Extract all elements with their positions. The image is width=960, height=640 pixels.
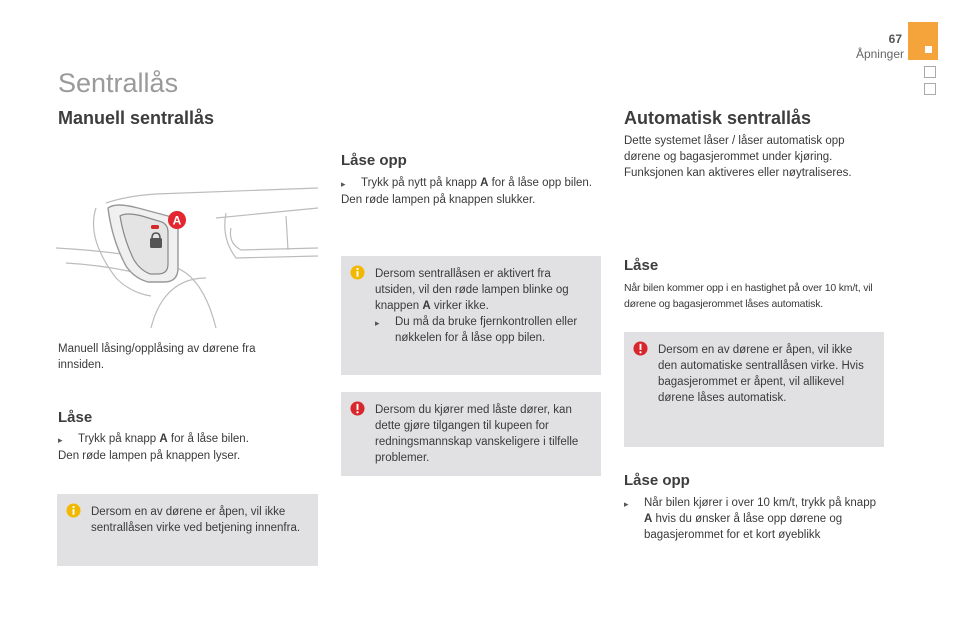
info-box-text: Dersom en av dørene er åpen, vil ikke sentrallåsen virke ved betjening innenfra. <box>91 506 301 534</box>
info-icon <box>66 503 81 518</box>
warning-box-locked-doors <box>341 392 601 476</box>
auto-unlock-step <box>624 495 886 543</box>
unlock-step-text: Trykk på nytt på knapp A for å låse opp bilen. <box>361 177 592 189</box>
manual-lock-heading: Manuell sentrallås <box>58 108 215 128</box>
arrow-bullet-icon: ▸ <box>375 318 380 328</box>
red-lamp-icon <box>151 225 159 229</box>
lock-step-text: Trykk på knapp A for å låse bilen. <box>78 433 249 445</box>
arrow-bullet-icon: ▸ <box>624 499 629 509</box>
info-sub-step: ▸ Du må da bruke fjernkontrollen eller nøkkelen for å låse opp bilen. <box>375 316 578 344</box>
page-title: Sentrallås <box>58 68 179 98</box>
warning-box-text: Dersom du kjører med låste dører, kan dette gjøre tilgangen til kupeen for redningsmannskap vanskeligere i tilfelle problemer. <box>375 404 579 464</box>
auto-lock-section-heading: Låse <box>624 257 659 274</box>
arrow-bullet-icon: ▸ <box>341 179 346 189</box>
auto-lock-text: Når bilen kommer opp i en hastighet på over 10 km/t, vil dørene og bagasjerommet låses automatisk. <box>624 282 873 310</box>
warning-box-open-door <box>624 332 884 447</box>
auto-unlock-step-text: Når bilen kjører i over 10 km/t, trykk på knapp A hvis du ønsker å låse opp dørene og bagasjerommet for et kort øyeblikk <box>644 497 876 541</box>
auto-lock-intro: Dette systemet låser / låser automatisk opp dørene og bagasjerommet under kjøring. Funksjonen kan aktiveres eller nøytraliseres. <box>624 135 852 179</box>
callout-a-label: A <box>172 213 182 228</box>
section-name: Åpninger <box>855 47 904 61</box>
page-number: 67 <box>888 32 902 46</box>
warning-box-text: Dersom en av dørene er åpen, vil ikke den automatiske sentrallåsen virke. Hvis bagasjerommet er åpent, vil allikevel dørene låses automatisk. <box>658 344 864 404</box>
auto-unlock-heading: Låse opp <box>624 472 690 489</box>
manual-lock-caption: Manuell låsing/opplåsing av dørene fra innsiden. <box>58 343 256 371</box>
warning-icon <box>633 341 648 356</box>
chapter-marker-empty <box>924 66 936 78</box>
info-box-remote <box>341 256 601 375</box>
info-icon <box>350 265 365 280</box>
info-box-text: Dersom sentrallåsen er aktivert fra utsiden, vil den røde lampen blinke og knappen A virker ikke. ▸ Du må da bruke fjernkontrollen eller nøkkelen for å låse opp bilen. <box>375 266 589 346</box>
unlock-result: Den røde lampen på knappen slukker. <box>341 194 536 206</box>
auto-lock-heading: Automatisk sentrallås <box>624 108 812 128</box>
chapter-marker-empty <box>924 83 936 95</box>
unlock-heading: Låse opp <box>341 152 407 169</box>
tab-marker <box>925 46 932 53</box>
info-box-manual <box>57 494 318 566</box>
lock-result: Den røde lampen på knappen lyser. <box>58 450 241 462</box>
chapter-tab <box>908 22 938 60</box>
door-lock-illustration <box>56 178 318 328</box>
lock-step <box>58 431 313 448</box>
warning-icon <box>350 401 365 416</box>
unlock-instructions <box>341 175 596 208</box>
auto-unlock-instructions <box>624 495 886 543</box>
arrow-bullet-icon: ▸ <box>58 435 63 445</box>
lock-instructions <box>58 431 313 464</box>
unlock-step <box>341 175 596 192</box>
lock-heading: Låse <box>58 409 93 426</box>
